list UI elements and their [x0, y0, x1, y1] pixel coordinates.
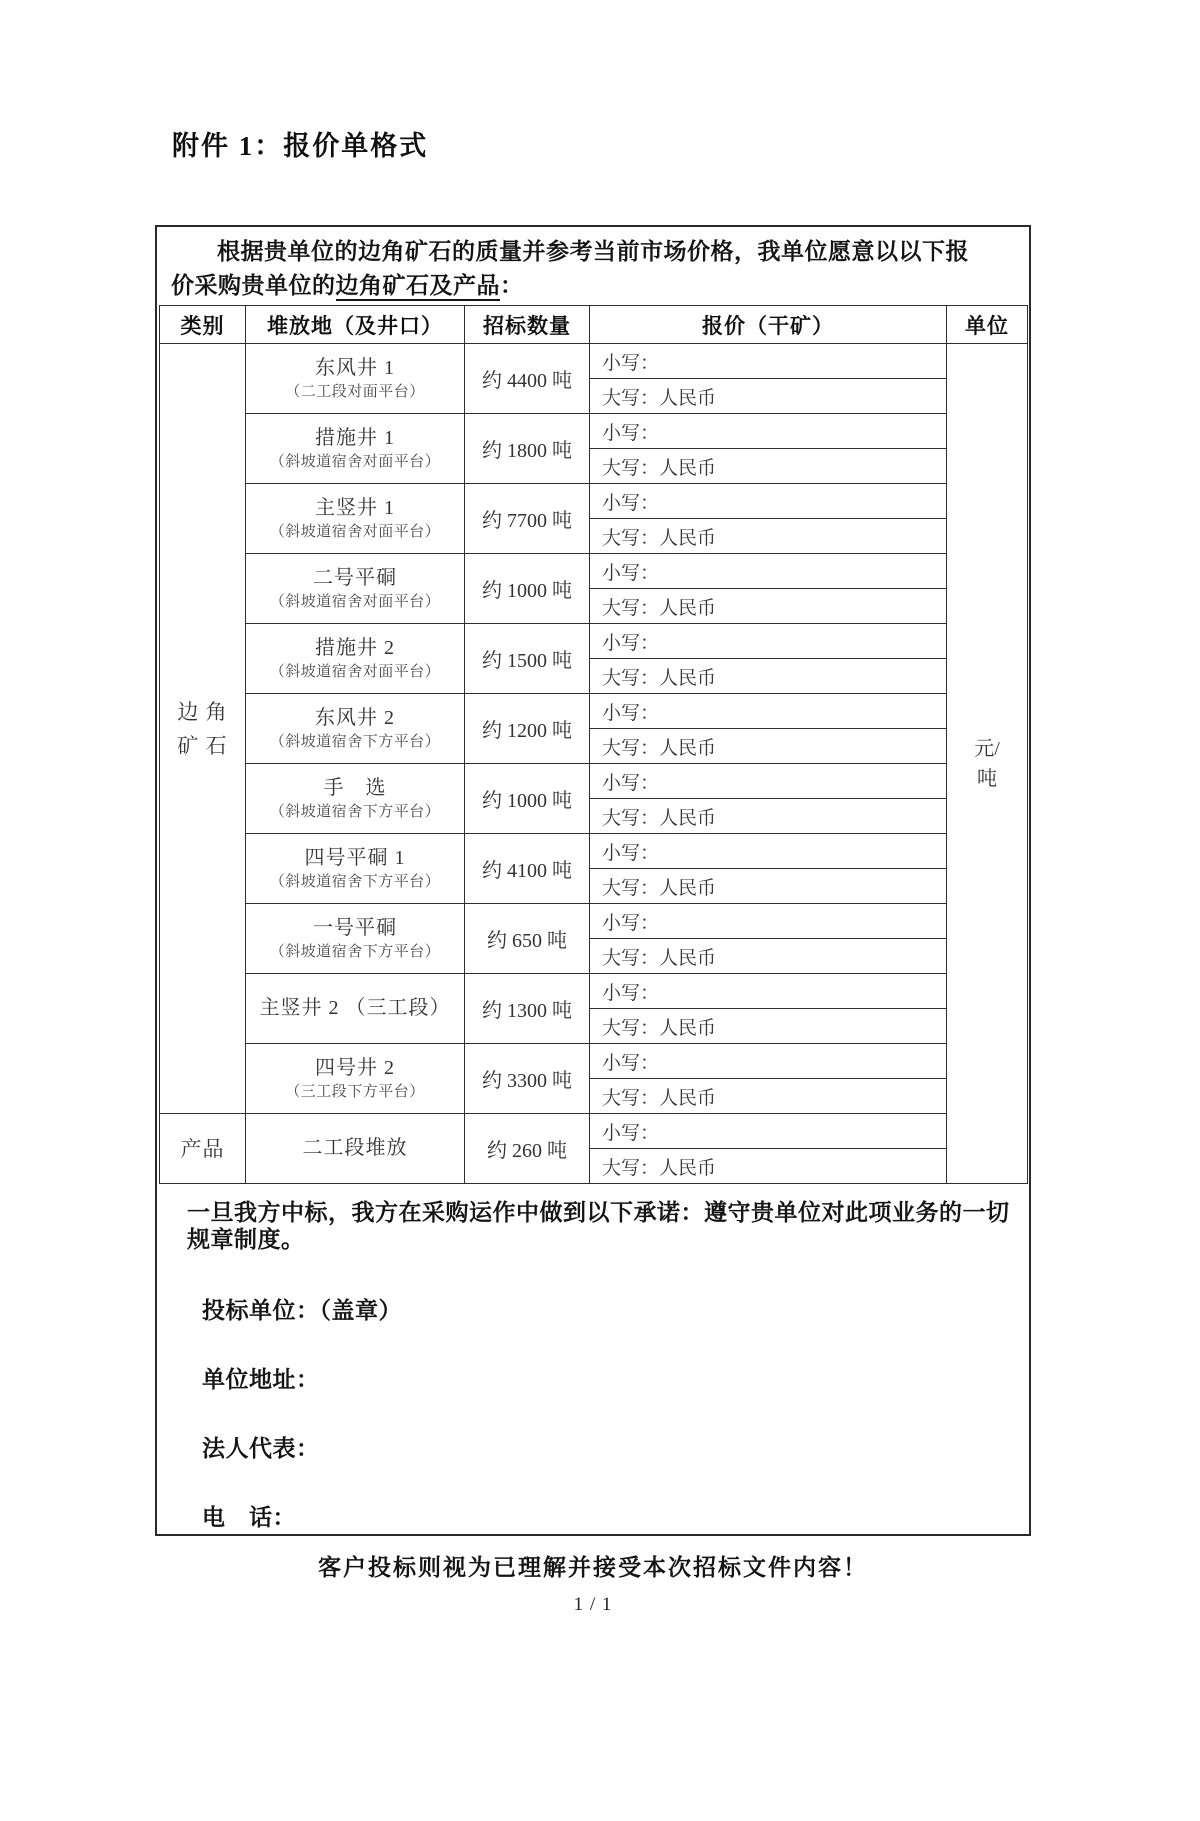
price-uppercase-cell: 大写：人民币 — [590, 589, 947, 624]
col-header-unit: 单位 — [947, 306, 1028, 344]
price-uppercase-cell: 大写：人民币 — [590, 519, 947, 554]
quantity-cell: 约 4100 吨 — [465, 834, 590, 904]
site-name: 二号平硐 — [313, 567, 397, 589]
intro-line2-prefix: 价采购贵单位的 — [171, 273, 336, 298]
site-sublabel: （斜坡道宿舍下方平台） — [269, 944, 441, 960]
field-unit-address: 单位地址： — [202, 1367, 320, 1392]
price-uppercase-cell: 大写：人民币 — [590, 1009, 947, 1044]
quantity-cell: 约 1800 吨 — [465, 414, 590, 484]
site-name: 二工段堆放 — [302, 1137, 408, 1159]
price-uppercase-cell: 大写：人民币 — [590, 799, 947, 834]
site-cell — [246, 344, 465, 414]
quantity-cell: 约 1200 吨 — [465, 694, 590, 764]
price-lowercase-cell: 小写： — [590, 1044, 947, 1079]
price-lowercase-cell: 小写： — [590, 764, 947, 799]
quantity-cell: 约 1300 吨 — [465, 974, 590, 1044]
page-title: 附件 1：报价单格式 — [172, 131, 429, 161]
field-legal-representative: 法人代表： — [202, 1436, 320, 1461]
site-sublabel: （斜坡道宿舍下方平台） — [269, 734, 441, 750]
price-lowercase-cell: 小写： — [590, 554, 947, 589]
price-lowercase-cell: 小写： — [590, 904, 947, 939]
category-cell-product: 产品 — [160, 1114, 246, 1184]
site-cell — [246, 764, 465, 834]
site-cell — [246, 1114, 465, 1184]
below-box-area — [155, 1549, 1031, 1616]
site-name: 主竖井 1 — [315, 497, 395, 519]
table-row — [160, 1044, 1028, 1079]
price-lowercase-cell: 小写： — [590, 414, 947, 449]
price-uppercase-cell: 大写：人民币 — [590, 379, 947, 414]
site-sublabel: （斜坡道宿舍对面平台） — [269, 664, 441, 680]
site-name: 措施井 1 — [315, 427, 395, 449]
site-sublabel: （二工段对面平台） — [285, 384, 425, 400]
site-cell — [246, 904, 465, 974]
col-header-quantity: 招标数量 — [465, 306, 590, 344]
site-cell — [246, 1044, 465, 1114]
site-name: 东风井 1 — [315, 357, 395, 379]
price-lowercase-cell: 小写： — [590, 624, 947, 659]
intro-line1: 根据贵单位的边角矿石的质量并参考当前市场价格，我单位愿意以以下报 — [217, 239, 969, 264]
quantity-cell: 约 650 吨 — [465, 904, 590, 974]
site-sublabel: （三工段下方平台） — [285, 1084, 425, 1100]
intro-underlined-phrase: 边角矿石及产品 — [336, 273, 501, 301]
field-phone: 电 话： — [202, 1505, 296, 1530]
table-row — [160, 344, 1028, 379]
price-lowercase-cell: 小写： — [590, 694, 947, 729]
table-row — [160, 904, 1028, 939]
price-uppercase-cell: 大写：人民币 — [590, 729, 947, 764]
site-sublabel: （斜坡道宿舍对面平台） — [269, 524, 441, 540]
page-number: 1 / 1 — [573, 1594, 613, 1615]
table-row — [160, 834, 1028, 869]
site-name: 主竖井 2 （三工段） — [259, 997, 451, 1019]
table-row — [160, 414, 1028, 449]
site-name: 措施井 2 — [315, 637, 395, 659]
quantity-cell: 约 1000 吨 — [465, 764, 590, 834]
table-row — [160, 554, 1028, 589]
site-sublabel: （斜坡道宿舍下方平台） — [269, 804, 441, 820]
table-row — [160, 764, 1028, 799]
price-lowercase-cell: 小写： — [590, 974, 947, 1009]
footer-note: 客户投标则视为已理解并接受本次招标文件内容！ — [318, 1555, 868, 1580]
table-row — [160, 1114, 1028, 1149]
table-row — [160, 694, 1028, 729]
quantity-cell: 约 4400 吨 — [465, 344, 590, 414]
col-header-category: 类别 — [160, 306, 246, 344]
site-cell — [246, 694, 465, 764]
price-uppercase-cell: 大写：人民币 — [590, 939, 947, 974]
site-cell — [246, 624, 465, 694]
quantity-cell: 约 1500 吨 — [465, 624, 590, 694]
price-uppercase-cell: 大写：人民币 — [590, 659, 947, 694]
site-cell — [246, 974, 465, 1044]
col-header-location: 堆放地（及井口） — [246, 306, 465, 344]
site-sublabel: （斜坡道宿舍对面平台） — [269, 454, 441, 470]
commitment-text: 一旦我方中标，我方在采购运作中做到以下承诺：遵守贵单位对此项业务的一切规章制度。 — [187, 1200, 1010, 1252]
field-bidder-unit: 投标单位：（盖章） — [202, 1298, 402, 1323]
price-uppercase-cell: 大写：人民币 — [590, 869, 947, 904]
intro-line2 — [171, 269, 1015, 303]
site-name: 四号平硐 1 — [304, 847, 406, 869]
quotation-table — [159, 305, 1028, 1184]
price-uppercase-cell: 大写：人民币 — [590, 1149, 947, 1184]
table-row — [160, 484, 1028, 519]
site-cell — [246, 834, 465, 904]
site-name: 手 选 — [323, 777, 387, 799]
price-uppercase-cell: 大写：人民币 — [590, 449, 947, 484]
intro-line2-suffix: ： — [500, 273, 524, 298]
price-lowercase-cell: 小写： — [590, 1114, 947, 1149]
quantity-cell: 约 3300 吨 — [465, 1044, 590, 1114]
form-border-box — [155, 225, 1031, 1536]
site-cell — [246, 484, 465, 554]
document-page — [0, 124, 1200, 1616]
table-row — [160, 624, 1028, 659]
price-uppercase-cell: 大写：人民币 — [590, 1079, 947, 1114]
site-cell — [246, 414, 465, 484]
site-sublabel: （斜坡道宿舍下方平台） — [269, 874, 441, 890]
site-name: 东风井 2 — [315, 707, 395, 729]
site-name: 一号平硐 — [313, 917, 397, 939]
quantity-cell: 约 260 吨 — [465, 1114, 590, 1184]
price-lowercase-cell: 小写： — [590, 834, 947, 869]
table-row — [160, 974, 1028, 1009]
table-header-row — [160, 306, 1028, 344]
price-lowercase-cell: 小写： — [590, 484, 947, 519]
quantity-cell: 约 7700 吨 — [465, 484, 590, 554]
site-name: 四号井 2 — [315, 1057, 395, 1079]
site-sublabel: （斜坡道宿舍对面平台） — [269, 594, 441, 610]
site-cell — [246, 554, 465, 624]
unit-cell: 元/ 吨 — [947, 344, 1028, 1184]
price-lowercase-cell: 小写： — [590, 344, 947, 379]
intro-paragraph — [171, 235, 1015, 303]
col-header-price: 报价（干矿） — [590, 306, 947, 344]
category-cell-edge-ore: 边 角 矿 石 — [160, 344, 246, 1114]
quantity-cell: 约 1000 吨 — [465, 554, 590, 624]
